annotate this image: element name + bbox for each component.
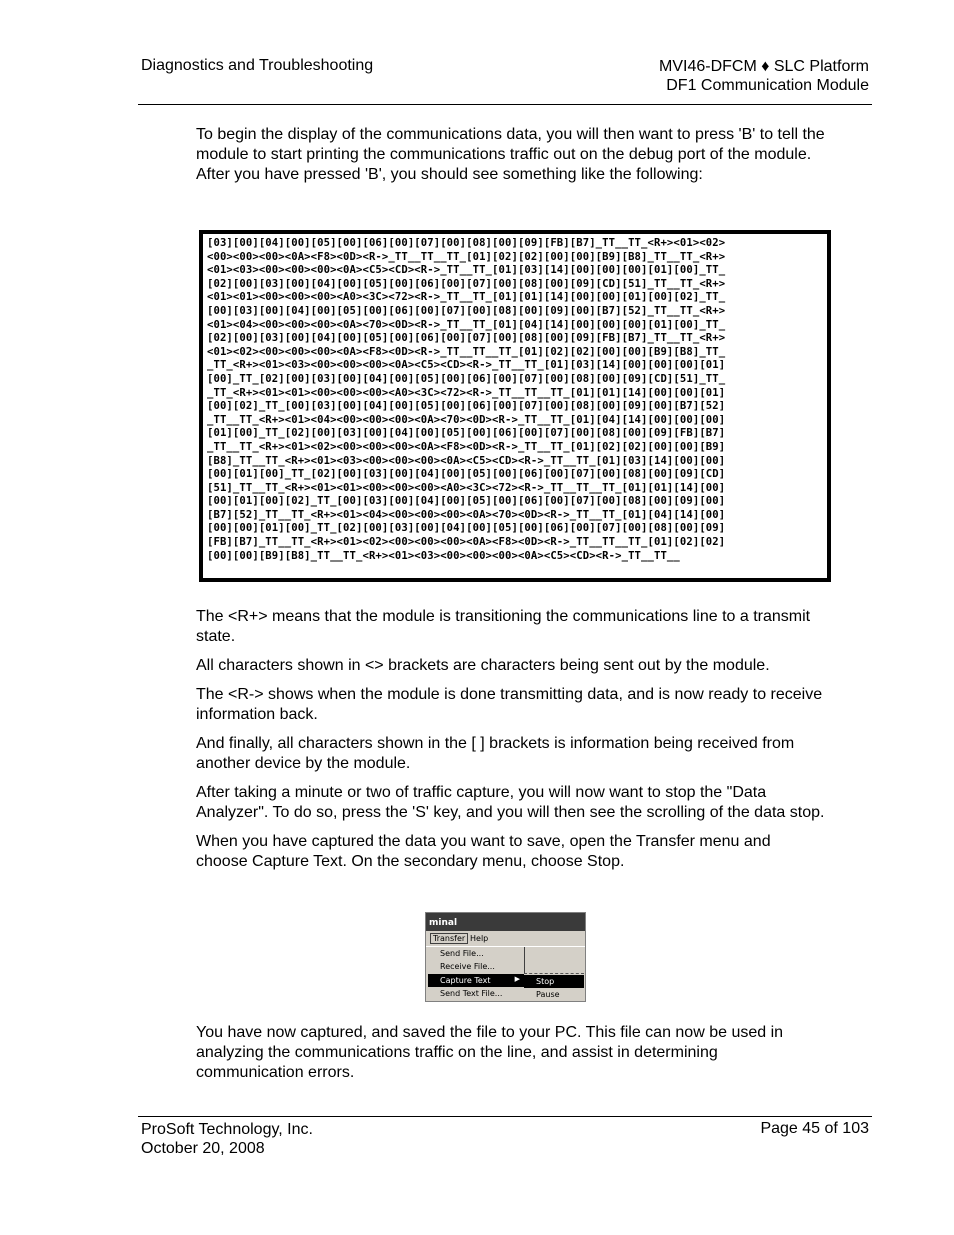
header-left: Diagnostics and Troubleshooting: [141, 57, 374, 74]
submenu-arrow-icon: ▶: [514, 975, 520, 983]
menu-item-capture-text[interactable]: Capture Text ▶: [428, 974, 524, 987]
intro-paragraph: [196, 125, 826, 194]
explanation-section: [196, 607, 826, 881]
header-module: DF1 Communication Module: [666, 77, 869, 94]
footer-left: [141, 1120, 313, 1158]
transfer-dropdown: [428, 947, 525, 1001]
menu-bar: [426, 931, 585, 947]
header-right: [659, 57, 869, 95]
window-titlebar: [426, 913, 585, 931]
menu-item-receive-file[interactable]: Receive File...: [440, 962, 495, 971]
menu-screenshot: [425, 912, 586, 1002]
header-product: MVI46-DFCM ♦ SLC Platform: [659, 58, 869, 75]
paragraph-capture-text: When you have captured the data you want to save, open the Transfer menu and choose Capture Text. On the secondary menu, choose Stop.: [196, 833, 771, 870]
header-rule: [138, 104, 872, 105]
footer-company: ProSoft Technology, Inc.: [141, 1121, 313, 1138]
terminal-screen: [202, 233, 828, 579]
paragraph-r-minus: The <R-> shows when the module is done transmitting data, and is now ready to receive information back.: [196, 686, 823, 723]
paragraph-square-brackets: And finally, all characters shown in the [ ] brackets is information being received from another device by the module.: [196, 735, 795, 772]
submenu-item-pause[interactable]: Pause: [536, 990, 560, 999]
menu-help[interactable]: Help: [470, 934, 489, 943]
paragraph-stop-analyzer: After taking a minute or two of traffic capture, you will now want to stop the "Data Analyzer". To do so, press the 'S' key, and you will then see the scrolling of the data stop.: [196, 784, 825, 821]
paragraph-r-plus: The <R+> means that the module is transitioning the communications line to a transmit state.: [196, 608, 811, 645]
menu-item-send-file[interactable]: Send File...: [440, 949, 484, 958]
window-title: minal: [429, 918, 458, 928]
footer-page-number: Page 45 of 103: [760, 1120, 869, 1137]
menu-item-send-text-file[interactable]: Send Text File...: [440, 989, 503, 998]
footer-rule: [138, 1116, 872, 1117]
capture-submenu: [524, 973, 584, 1002]
terminal-output: [03][00][04][00][05][00][06][00][07][00][08][00][09][FB][B7]_TT__TT_<R+><01><02> <00><00><00><0A><F8><0D><R->_TT__TT__TT_[01][02][02][00][00][B9][B8]_TT__TT_<R+> <01><03><00><00><00><0A><C5><CD><R->_TT__TT_[01][03][14][00][00][00][01][00]_TT_ [02][00][03][00][04][00][05][00][06][00][07][00][08][00][09][CD][51]_TT__TT_<R+> <01><01><00><00><00><A0><3C><72><R->_TT__TT_[01][01][14][00][00][01][00][02]_TT_ [00][03][00][04][00][05][00][06][00][07][00][08][00][09][00][B7][52]_TT__TT_<R+> <01><04><00><00><00><0A><70><0D><R->_TT__TT_[01][04][14][00][00][00][01][00]_TT_ [02][00][03][00][04][00][05][00][06][00][07][00][08][00][09][FB][B7]_TT__TT_<R+> <01><02><00><00><00><0A><F8><0D><R->_TT__TT__TT_[01][02][02][00][00][B9][B8]_TT_ _TT_<R+><01><03><00><00><00><0A><C5><CD><R->_TT__TT_[01][03][14][00][00][00][01] [00]_TT_[02][00][03][00][04][00][05][00][06][00][07][00][08][00][09][CD][51]_TT_ _TT_<R+><01><01><00><00><00><A0><3C><72><R->_TT__TT__TT_[01][01][14][00][00][01] [00][02]_TT_[00][03][00][04][00][05][00][06][00][07][00][08][00][09][00][B7][52] _TT__TT_<R+><01><04><00><00><00><0A><70><0D><R->_TT__TT_[01][04][14][00][00][00] [01][00]_TT_[02][00][03][00][04][00][05][00][06][00][07][00][08][00][09][FB][B7] _TT__TT_<R+><01><02><00><00><00><0A><F8><0D><R->_TT__TT_[01][02][02][00][00][B9] [B8]_TT__TT_<R+><01><03><00><00><00><0A><C5><CD><R->_TT__TT_[01][03][14][00][00] [00][01][00]_TT_[02][00][03][00][04][00][05][00][06][00][07][00][08][00][09][CD] [51]_TT__TT_<R+><01><01><00><00><00><A0><3C><72><R->_TT__TT__TT_[01][01][14][00] [00][01][00][02]_TT_[00][03][00][04][00][05][00][06][00][07][00][08][00][09][00] [B7][52]_TT__TT_<R+><01><04><00><00><00><0A><70><0D><R->_TT__TT_[01][04][14][00] [00][00][01][00]_TT_[02][00][03][00][04][00][05][00][06][00][07][00][08][00][09] [FB][B7]_TT__TT_<R+><01><02><00><00><00><0A><F8><0D><R->_TT__TT__TT_[01][02][02] [00][00][B9][B8]_TT__TT_<R+><01><03><00><00><00><0A><C5><CD><R->_TT__TT__: [207, 237, 726, 562]
footer-date: October 20, 2008: [141, 1140, 265, 1157]
submenu-item-stop[interactable]: Stop: [524, 975, 584, 988]
closing-paragraph: You have now captured, and saved the file to your PC. This file can now be used in analyzing the communications traffic on the line, and assist in determining communication errors.: [196, 1024, 784, 1081]
terminal-screenshot: [199, 230, 831, 582]
intro-text: To begin the display of the communications data, you will then want to press 'B' to tell the module to start printing the communications traffic out on the debug port of the module. After you have pressed 'B', you should see something like the following:: [196, 126, 825, 183]
paragraph-angle-brackets: All characters shown in <> brackets are characters being sent out by the module.: [196, 657, 770, 674]
menu-transfer[interactable]: Transfer: [430, 933, 468, 944]
